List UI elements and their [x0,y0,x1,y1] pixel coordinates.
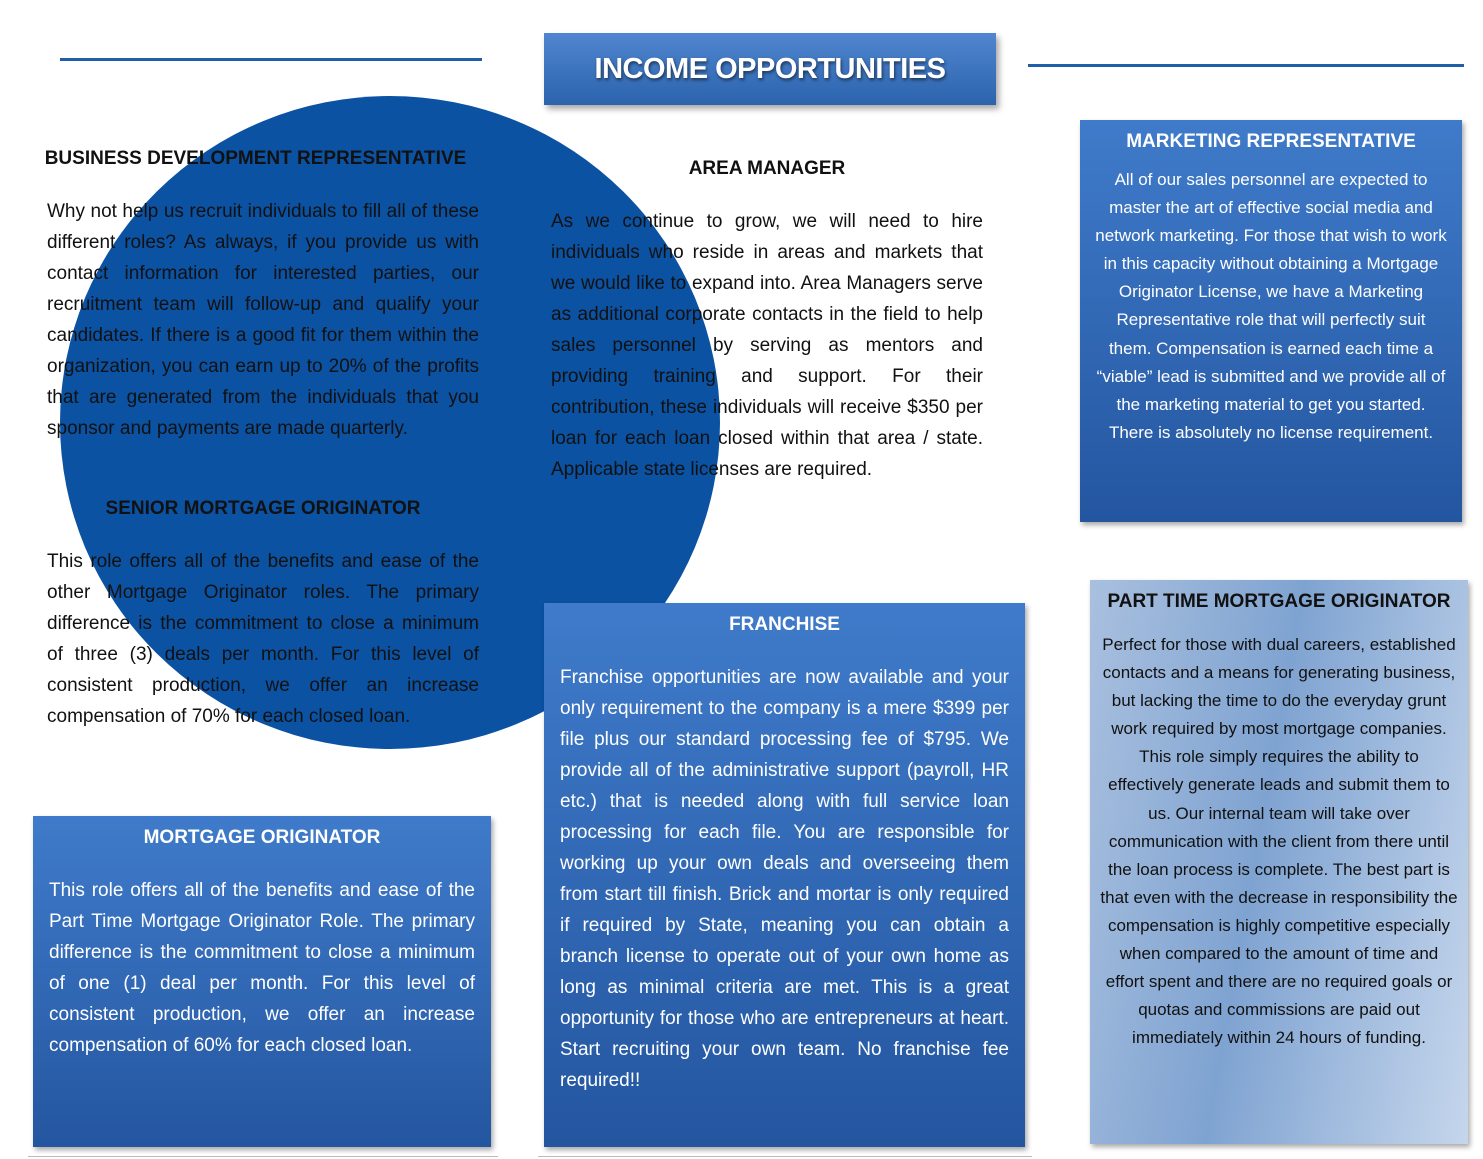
section-senior-originator [47,498,479,732]
section-area-manager [551,158,983,485]
marketing-rep-text: All of our sales personnel are expected to master the art of effective social media and network marketing. For those that wish to work in this capacity without obtaining a Mortgage Originator License, we have a Marketing Representative role that will perfectly suit them. Compensation is earned each time a “viable” lead is submitted and we provide all of the marketing material to get you started. There is absolutely no license requirement. [1095,170,1447,442]
top-rule-left [60,58,482,61]
business-development-heading: BUSINESS DEVELOPMENT REPRESENTATIVE [44,148,467,169]
page-title: INCOME OPPORTUNITIES [594,52,946,85]
senior-originator-heading: SENIOR MORTGAGE ORIGINATOR [105,498,421,519]
mortgage-originator-text: This role offers all of the benefits and ease of the Part Time Mortgage Originator Role. The primary difference is the commitment to close a minimum of one (1) deal per month. For this level of consistent production, we offer an increase compensation of 60% for each closed loan. [49,880,475,1056]
business-development-text: Why not help us recruit individuals to fill all of these different roles? As always, if you provide us with contact information for interested parties, our recruitment team will follow-up and qualify your candidates. If there is a good fit for them within the organization, you can earn up to 20% of the profits that are generated from the individuals that you sponsor and payments are made quarterly. [47,201,479,439]
panel-part-time-originator [1090,580,1468,1144]
panel-mortgage-originator [33,816,491,1147]
panel-franchise [544,603,1025,1147]
part-time-heading: PART TIME MORTGAGE ORIGINATOR [1107,591,1451,612]
franchise-heading: FRANCHISE [729,614,840,635]
part-time-text: Perfect for those with dual careers, established contacts and a means for generating business, but lacking the time to do the everyday grunt work required by most mortgage companies. This role simply requires the ability to effectively generate leads and submit them to us. Our internal team will take over communication with the client from there until the loan process is complete. The best part is that even with the decrease in responsibility the compensation is highly competitive especially when compared to the amount of time and effort spent and there are no required goals or quotas and commissions are paid out immediately within 24 hours of funding. [1100,635,1458,1048]
page-title-banner [544,33,996,105]
top-rule-right [1028,64,1464,67]
panel-marketing-representative [1080,120,1462,522]
bottom-rule-left [28,1156,498,1157]
mortgage-originator-heading: MORTGAGE ORIGINATOR [143,827,381,848]
area-manager-heading: AREA MANAGER [688,158,846,179]
bottom-rule-middle [538,1156,1032,1157]
franchise-text: Franchise opportunities are now available and your only requirement to the company is a mere $399 per file plus our standard processing fee of $795. We provide all of the administrative support (payroll, HR etc.) that is needed along with full service loan processing for each file. You are responsible for working up your own deals and overseeing them from start till finish. Brick and mortar is only required if required by State, meaning you can obtain a branch license to operate out of your own home as long as minimal criteria are met. This is a great opportunity for those who are entrepreneurs at heart. Start recruiting your own team. No franchise fee required!! [560,667,1009,1091]
senior-originator-text: This role offers all of the benefits and ease of the other Mortgage Originator roles. The primary difference is the commitment to close a minimum of three (3) deals per month. For this level of consistent production, we offer an increase compensation of 70% for each closed loan. [47,551,479,727]
area-manager-text: As we continue to grow, we will need to hire individuals who reside in areas and markets that we would like to expand into. Area Managers serve as additional corporate contacts in the field to help sales personnel by serving as mentors and providing training and support. For their contribution, these individuals will receive $350 per loan for each loan closed within that area / state. Applicable state licenses are required. [551,211,983,480]
section-business-development [44,148,479,444]
marketing-rep-heading: MARKETING REPRESENTATIVE [1126,131,1416,152]
